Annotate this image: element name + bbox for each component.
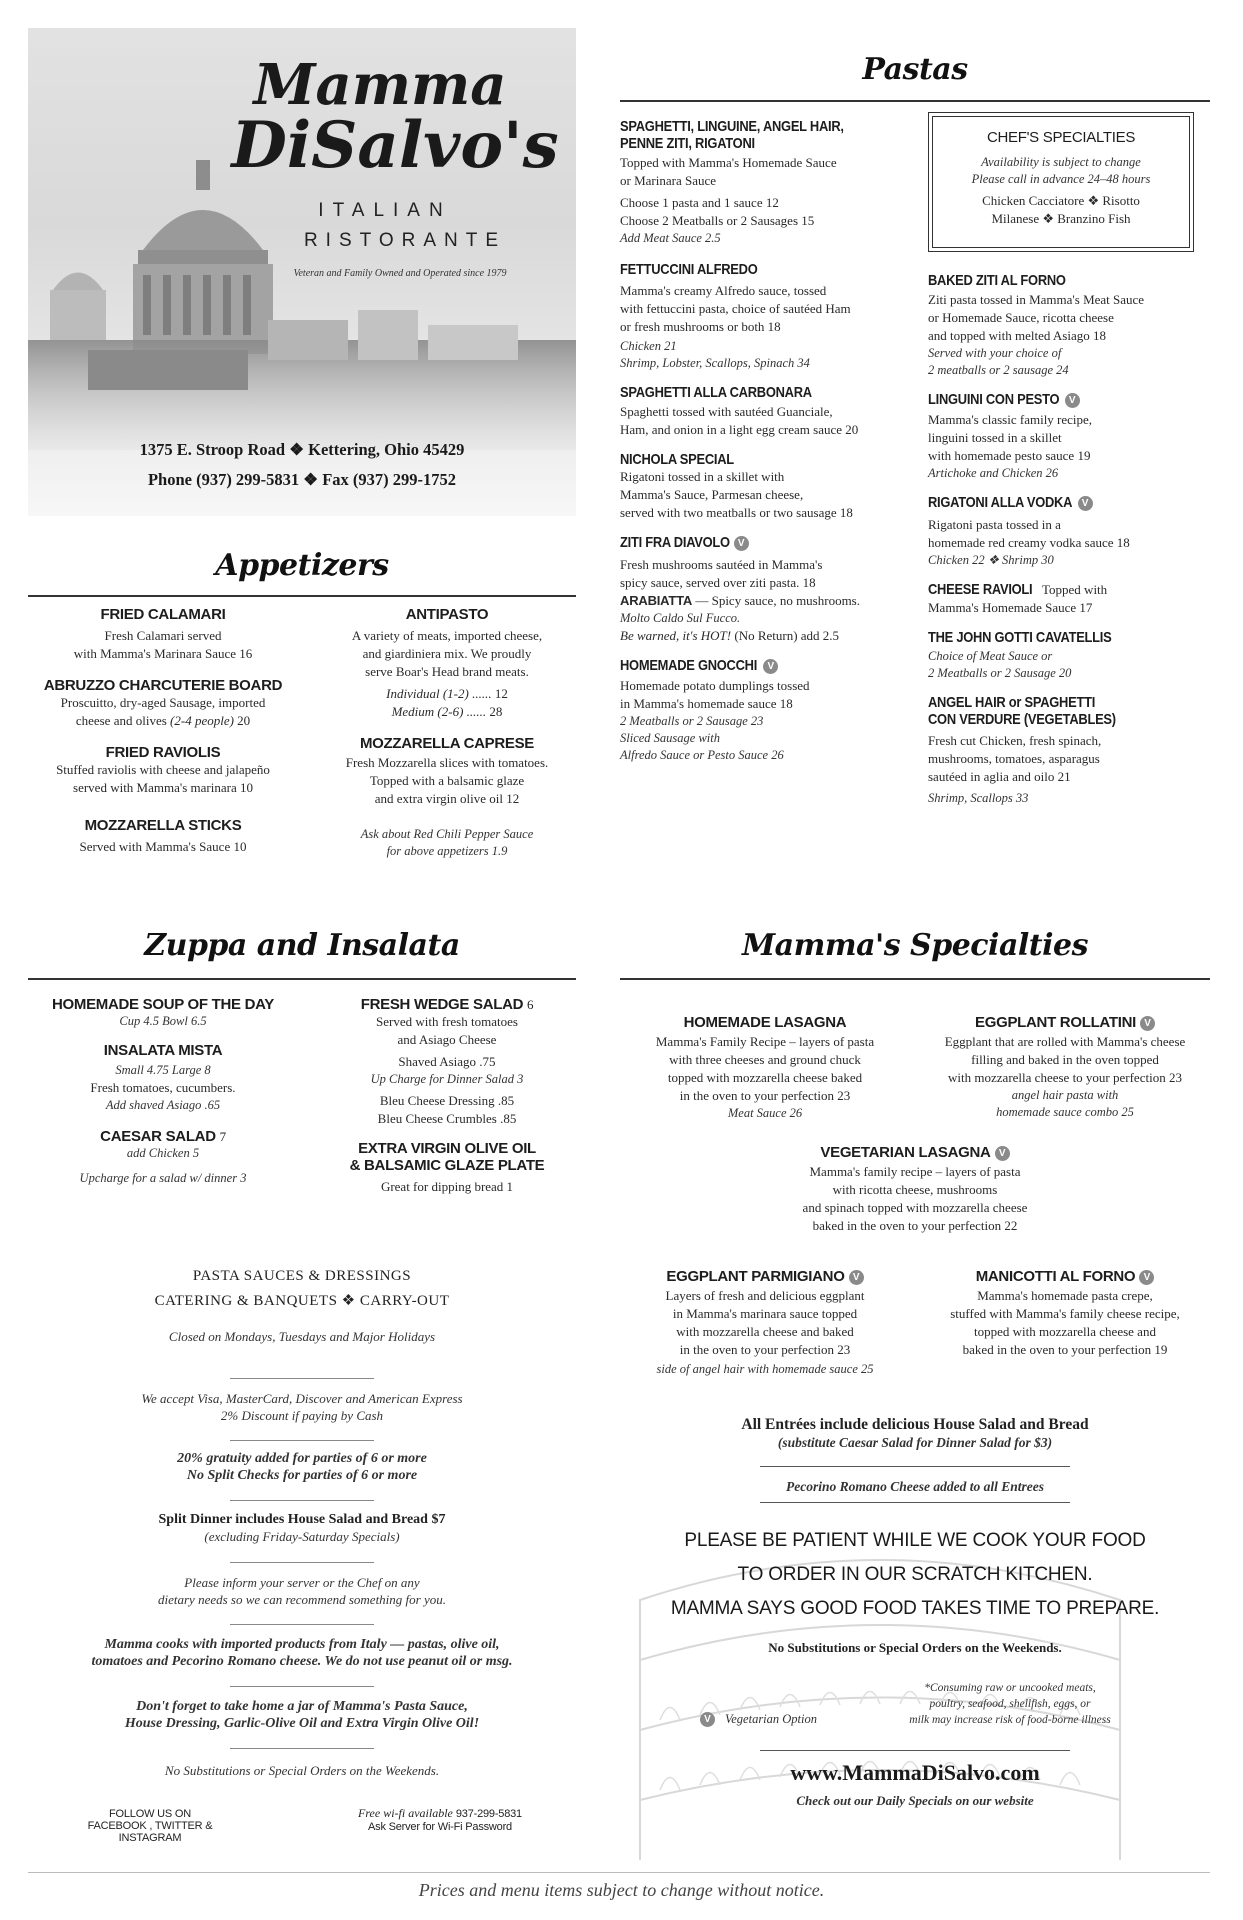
chili-note2: for above appetizers 1.9 bbox=[386, 844, 508, 858]
wedge-heading bbox=[318, 996, 576, 1013]
website-link[interactable]: www.MammaDiSalvo.com bbox=[790, 1760, 1040, 1785]
verdure-desc4: Shrimp, Scallops 33 bbox=[928, 791, 1029, 805]
mozz-sticks-name: MOZZARELLA STICKS bbox=[84, 817, 242, 834]
caprese-desc3: and extra virgin olive oil 12 bbox=[374, 791, 520, 806]
raw-line3: milk may increase risk of food-borne illness bbox=[909, 1714, 1111, 1726]
carbonara-desc1: Spaghetti tossed with sautéed Guanciale, bbox=[620, 404, 833, 419]
diavolo-warn-price: (No Return) add 2.5 bbox=[731, 628, 840, 643]
wifi-label: Free wi-fi available bbox=[358, 1806, 453, 1820]
entrees-note bbox=[620, 1416, 1210, 1451]
manicotti-desc4: baked in the oven to your perfection 19 bbox=[962, 1342, 1168, 1357]
follow-line2: FACEBOOK , TWITTER & INSTAGRAM bbox=[87, 1820, 213, 1844]
caesar-price: 7 bbox=[219, 1129, 226, 1144]
parmigiano-desc3: with mozzarella cheese and baked bbox=[676, 1324, 854, 1339]
abruzzo-name: ABRUZZO CHARCUTERIE BOARD bbox=[43, 677, 283, 694]
chefs-l3: Chicken Cacciatore ❖ Risotto bbox=[982, 193, 1140, 208]
info-block bbox=[28, 1268, 576, 1345]
app-right-col bbox=[318, 606, 576, 860]
specialties-nosubs: No Substitutions or Special Orders on the Weekends. bbox=[768, 1640, 1062, 1655]
evoo-name2: & BALSAMIC GLAZE PLATE bbox=[349, 1157, 545, 1174]
info-gratuity2: No Split Checks for parties of 6 or more bbox=[186, 1468, 418, 1483]
info-jar1: Don't forget to take home a jar of Mamma's Pasta Sauce, bbox=[136, 1699, 468, 1714]
ravioli-name: CHEESE RAVIOLI bbox=[928, 581, 1033, 598]
rollatini-desc1: Eggplant that are rolled with Mamma's cheese bbox=[944, 1034, 1186, 1049]
antipasto-opt1 bbox=[318, 685, 576, 703]
caprese-desc1: Fresh Mozzarella slices with tomatoes. bbox=[345, 755, 549, 770]
rome-skyline-image bbox=[28, 150, 576, 450]
gotti-desc2: 2 Meatballs or 2 Sausage 20 bbox=[928, 666, 1072, 680]
pastas-left-col bbox=[620, 118, 910, 764]
manicotti-name: MANICOTTI AL FORNO bbox=[975, 1268, 1136, 1285]
chili-note1: Ask about Red Chili Pepper Sauce bbox=[360, 827, 534, 841]
caesar-upcharge: Upcharge for a salad w/ dinner 3 bbox=[79, 1171, 247, 1185]
patient-line3: MAMMA SAYS GOOD FOOD TAKES TIME TO PREPARE. bbox=[670, 1598, 1160, 1619]
info-divider-4 bbox=[230, 1562, 374, 1563]
spaghetti-name2: PENNE ZITI, RIGATONI bbox=[620, 135, 755, 152]
gnocchi-desc4: Sliced Sausage with bbox=[620, 731, 720, 745]
manicotti-desc2: stuffed with Mamma's family cheese recipe, bbox=[950, 1306, 1180, 1321]
baked-ziti-desc1: Ziti pasta tossed in Mamma's Meat Sauce bbox=[928, 292, 1145, 307]
fried-raviolis-desc2: served with Mamma's marinara 10 bbox=[73, 780, 253, 795]
veg-lasagna-desc2: with ricotta cheese, mushrooms bbox=[832, 1182, 998, 1197]
wedge-desc2: and Asiago Cheese bbox=[397, 1032, 497, 1047]
manicotti-block bbox=[920, 1268, 1210, 1359]
entrees-line1: All Entrées include delicious House Salad and Bread bbox=[741, 1416, 1089, 1433]
raw-line2: poultry, seafood, shellfish, eggs, or bbox=[929, 1698, 1091, 1710]
chefs-l4: Milanese ❖ Branzino Fish bbox=[991, 211, 1131, 226]
veg-badge: V bbox=[763, 659, 778, 674]
diavolo-arab bbox=[620, 592, 910, 610]
wifi-line2: Ask Server for Wi-Fi Password bbox=[368, 1821, 512, 1833]
info-gratuity1: 20% gratuity added for parties of 6 or more bbox=[177, 1451, 427, 1466]
alfredo-desc3: or fresh mushrooms or both 18 bbox=[620, 319, 781, 334]
vodka-desc1: Rigatoni pasta tossed in a bbox=[928, 517, 1061, 532]
antipasto-opt1-label: Individual (1-2) ...... bbox=[386, 686, 492, 701]
verdure-desc2: mushrooms, tomatoes, asparagus bbox=[928, 751, 1100, 766]
antipasto-opt2 bbox=[318, 703, 576, 721]
website-sub: Check out our Daily Specials on our website bbox=[796, 1793, 1034, 1808]
mozz-sticks-desc: Served with Mamma's Sauce 10 bbox=[79, 839, 247, 854]
verdure-desc3: sautéed in aglia and oilo 21 bbox=[928, 769, 1071, 784]
gnocchi-name: HOMEMADE GNOCCHI bbox=[620, 657, 758, 674]
pastas-title: Pastas bbox=[862, 52, 968, 87]
wedge-desc4: Up Charge for Dinner Salad 3 bbox=[370, 1072, 524, 1086]
rollatini-desc4: angel hair pasta with bbox=[1011, 1088, 1119, 1102]
abruzzo-desc1: Proscuitto, dry-aged Sausage, imported bbox=[60, 695, 266, 710]
antipasto-opt2-label: Medium (2-6) ...... bbox=[391, 704, 487, 719]
pesto-desc2: linguini tossed in a skillet bbox=[928, 430, 1062, 445]
specialties-title: Mamma's Specialties bbox=[741, 928, 1089, 963]
diavolo-molto: Molto Caldo Sul Fucco. bbox=[620, 611, 741, 625]
veg-badge: V bbox=[995, 1146, 1010, 1161]
info-cards bbox=[28, 1390, 576, 1424]
manicotti-heading bbox=[920, 1268, 1210, 1285]
info-divider-3 bbox=[230, 1500, 374, 1501]
antipasto-opt2-price: 28 bbox=[489, 704, 503, 719]
lasagna-desc3: topped with mozzarella cheese baked bbox=[667, 1070, 863, 1085]
fried-raviolis-desc1: Stuffed raviolis with cheese and jalapeño bbox=[56, 762, 270, 777]
info-sauces: PASTA SAUCES & DRESSINGS bbox=[192, 1268, 412, 1284]
brand-ristorante: RISTORANTE bbox=[303, 230, 507, 251]
soup-name: HOMEMADE SOUP OF THE DAY bbox=[52, 996, 274, 1013]
diavolo-desc1: Fresh mushrooms sautéed in Mamma's bbox=[620, 557, 823, 572]
veg-badge: V bbox=[734, 536, 749, 551]
raw-warning bbox=[880, 1680, 1140, 1728]
wifi-phone: 937-299-5831 bbox=[455, 1808, 522, 1820]
baked-ziti-desc2: or Homemade Sauce, ricotta cheese bbox=[928, 310, 1114, 325]
zuppa-left-col bbox=[28, 996, 298, 1187]
chefs-l1: Availability is subject to change bbox=[981, 155, 1141, 169]
ravioli-heading bbox=[928, 581, 1210, 599]
specialties-divider-2 bbox=[760, 1502, 1070, 1503]
patient-line1: PLEASE BE PATIENT WHILE WE COOK YOUR FOOD bbox=[684, 1530, 1146, 1551]
veg-option-label: Vegetarian Option bbox=[725, 1712, 818, 1726]
caesar-add: add Chicken 5 bbox=[126, 1146, 200, 1160]
verdure-name1: ANGEL HAIR or SPAGHETTI bbox=[928, 694, 1096, 711]
veg-lasagna-heading bbox=[720, 1144, 1110, 1161]
verdure-name2: CON VERDURE (VEGETABLES) bbox=[928, 711, 1116, 728]
chefs-l2: Please call in advance 24–48 hours bbox=[971, 172, 1151, 186]
rollatini-desc2: filling and baked in the oven topped bbox=[971, 1052, 1159, 1067]
brand-name-line1: Mamma bbox=[253, 52, 507, 118]
info-divider-1 bbox=[230, 1378, 374, 1379]
antipasto-name: ANTIPASTO bbox=[405, 606, 489, 623]
evoo-desc: Great for dipping bread 1 bbox=[380, 1179, 514, 1194]
alfredo-desc4: Chicken 21 bbox=[620, 339, 677, 353]
parmigiano-heading bbox=[620, 1268, 910, 1285]
parmigiano-desc2: in Mamma's marinara sauce topped bbox=[672, 1306, 858, 1321]
alfredo-desc2: with fettuccini pasta, choice of sautéed Ham bbox=[620, 301, 851, 316]
antipasto-desc3: serve Boar's Head brand meats. bbox=[365, 664, 529, 679]
parmigiano-name: EGGPLANT PARMIGIANO bbox=[666, 1268, 845, 1285]
chefs-title: CHEF'S SPECIALTIES bbox=[986, 129, 1136, 146]
info-jar2: House Dressing, Garlic-Olive Oil and Extra Virgin Olive Oil! bbox=[124, 1716, 480, 1731]
abruzzo-desc2 bbox=[28, 712, 298, 730]
wedge-desc3: Shaved Asiago .75 bbox=[398, 1054, 496, 1069]
diavolo-desc2: spicy sauce, served over ziti pasta. 18 bbox=[620, 575, 816, 590]
antipasto-opt1-price: 12 bbox=[494, 686, 508, 701]
arabiatta-name: ARABIATTA bbox=[620, 593, 693, 608]
info-diet2: dietary needs so we can recommend something for you. bbox=[158, 1592, 446, 1607]
footer-rule bbox=[28, 1872, 1210, 1873]
phone-fax: Phone (937) 299-5831 ❖ Fax (937) 299-1752 bbox=[147, 470, 457, 489]
veg-badge: V bbox=[1078, 496, 1093, 511]
diavolo-warn-text: Be warned, it's HOT! bbox=[620, 628, 732, 643]
info-diet1: Please inform your server or the Chef on any bbox=[184, 1575, 420, 1590]
evoo-name1: EXTRA VIRGIN OLIVE OIL bbox=[358, 1140, 536, 1157]
gnocchi-desc5: Alfredo Sauce or Pesto Sauce 26 bbox=[620, 748, 784, 762]
spaghetti-desc1: Topped with Mamma's Homemade Sauce bbox=[620, 155, 837, 170]
veg-badge: V bbox=[849, 1270, 864, 1285]
baked-ziti-name: BAKED ZITI AL FORNO bbox=[928, 272, 1066, 289]
parmigiano-desc1: Layers of fresh and delicious eggplant bbox=[665, 1288, 865, 1303]
antipasto-desc1: A variety of meats, imported cheese, bbox=[351, 628, 543, 643]
wifi-block bbox=[325, 1806, 555, 1833]
wedge-desc5: Bleu Cheese Dressing .85 bbox=[379, 1093, 515, 1108]
pastas-rule bbox=[620, 100, 1210, 102]
vodka-heading bbox=[928, 494, 1210, 512]
specialties-rule bbox=[620, 978, 1210, 980]
spaghetti-name1: SPAGHETTI, LINGUINE, ANGEL HAIR, bbox=[620, 118, 844, 135]
info-catering: CATERING & BANQUETS ❖ CARRY-OUT bbox=[154, 1293, 450, 1309]
veg-lasagna-desc4: baked in the oven to your perfection 22 bbox=[812, 1218, 1018, 1233]
follow-line1: FOLLOW US ON bbox=[109, 1808, 191, 1820]
lasagna-desc1: Mamma's Family Recipe – layers of pasta bbox=[655, 1034, 875, 1049]
info-divider-2 bbox=[230, 1440, 374, 1441]
alfredo-desc5: Shrimp, Lobster, Scallops, Spinach 34 bbox=[620, 356, 810, 370]
fried-calamari-desc1: Fresh Calamari served bbox=[104, 628, 222, 643]
mista-name: INSALATA MISTA bbox=[103, 1042, 223, 1059]
veg-badge: V bbox=[1140, 1016, 1155, 1031]
footer-note: Prices and menu items subject to change without notice. bbox=[418, 1880, 825, 1900]
vodka-desc2: homemade red creamy vodka sauce 18 bbox=[928, 535, 1130, 550]
chefs-box-inner-border bbox=[932, 116, 1190, 248]
info-gratuity bbox=[28, 1450, 576, 1484]
gnocchi-desc2: in Mamma's homemade sauce 18 bbox=[620, 696, 793, 711]
gnocchi-desc3: 2 Meatballs or 2 Sausage 23 bbox=[620, 714, 764, 728]
baked-ziti-desc3: and topped with melted Asiago 18 bbox=[928, 328, 1107, 343]
info-closed: Closed on Mondays, Tuesdays and Major Holidays bbox=[168, 1329, 436, 1344]
diavolo-warn bbox=[620, 627, 910, 645]
brand-name-line2: DiSalvo's bbox=[231, 108, 559, 183]
nichola-desc3: served with two meatballs or two sausage 18 bbox=[620, 505, 853, 520]
nichola-name: NICHOLA SPECIAL bbox=[620, 451, 734, 468]
fried-calamari-desc2: with Mamma's Marinara Sauce 16 bbox=[73, 646, 253, 661]
website-divider bbox=[760, 1750, 1070, 1751]
caprese-name: MOZZARELLA CAPRESE bbox=[359, 735, 535, 752]
baked-ziti-desc4: Served with your choice of bbox=[928, 346, 1062, 360]
lasagna-desc2: with three cheeses and ground chuck bbox=[669, 1052, 861, 1067]
carbonara-name: SPAGHETTI ALLA CARBONARA bbox=[620, 384, 812, 401]
gotti-name: THE JOHN GOTTI CAVATELLIS bbox=[928, 629, 1112, 646]
spaghetti-desc4: Choose 2 Meatballs or 2 Sausages 15 bbox=[620, 213, 815, 228]
baked-ziti-desc5: 2 meatballs or 2 sausage 24 bbox=[928, 363, 1069, 377]
info-import bbox=[28, 1636, 576, 1670]
chefs-specialties-box bbox=[928, 112, 1194, 252]
pastas-right-col bbox=[928, 272, 1210, 807]
spaghetti-desc5: Add Meat Sauce 2.5 bbox=[620, 231, 721, 245]
info-cards2: 2% Discount if paying by Cash bbox=[220, 1408, 384, 1423]
carbonara-desc2: Ham, and onion in a light egg cream sauce 20 bbox=[620, 422, 859, 437]
info-jar bbox=[28, 1698, 576, 1732]
pesto-desc4: Artichoke and Chicken 26 bbox=[928, 466, 1059, 480]
brand-tagline: Veteran and Family Owned and Operated since 1979 bbox=[293, 268, 507, 279]
veg-badge: V bbox=[1065, 393, 1080, 408]
ravioli-desc1: Mamma's Homemade Sauce 17 bbox=[928, 600, 1093, 615]
veg-badge: V bbox=[1139, 1270, 1154, 1285]
caprese-desc2: Topped with a balsamic glaze bbox=[369, 773, 525, 788]
vodka-name: RIGATONI ALLA VODKA bbox=[928, 494, 1073, 511]
alfredo-desc1: Mamma's creamy Alfredo sauce, tossed bbox=[620, 283, 827, 298]
antipasto-desc2: and giardiniera mix. We proudly bbox=[362, 646, 532, 661]
caesar-heading bbox=[28, 1128, 298, 1145]
spaghetti-desc2: or Marinara Sauce bbox=[620, 173, 717, 188]
rollatini-heading bbox=[920, 1014, 1210, 1031]
lasagna-desc5: Meat Sauce 26 bbox=[727, 1106, 803, 1120]
gnocchi-heading bbox=[620, 657, 910, 675]
wedge-desc1: Served with fresh tomatoes bbox=[376, 1014, 518, 1029]
info-divider-7 bbox=[230, 1748, 374, 1749]
soup-options: Cup 4.5 Bowl 6.5 bbox=[119, 1014, 207, 1028]
abruzzo-desc2-text: cheese and olives bbox=[75, 713, 171, 728]
diavolo-heading bbox=[620, 534, 910, 552]
pesto-desc1: Mamma's classic family recipe, bbox=[928, 412, 1093, 427]
manicotti-desc1: Mamma's homemade pasta crepe, bbox=[977, 1288, 1153, 1303]
appetizers-rule bbox=[28, 595, 576, 597]
specialties-divider-1 bbox=[760, 1466, 1070, 1467]
zuppa-right-col bbox=[318, 996, 576, 1196]
info-divider-5 bbox=[230, 1624, 374, 1625]
pesto-desc3: with homemade pesto sauce 19 bbox=[928, 448, 1091, 463]
verdure-desc1: Fresh cut Chicken, fresh spinach, bbox=[928, 733, 1102, 748]
lasagna-name: HOMEMADE LASAGNA bbox=[683, 1014, 847, 1031]
patient-note bbox=[620, 1524, 1210, 1626]
wedge-desc6: Bleu Cheese Crumbles .85 bbox=[377, 1111, 517, 1126]
mista-add: Add shaved Asiago .65 bbox=[105, 1098, 221, 1112]
rollatini-name: EGGPLANT ROLLATINI bbox=[975, 1014, 1136, 1031]
spaghetti-desc3: Choose 1 pasta and 1 sauce 12 bbox=[620, 195, 779, 210]
pesto-heading bbox=[928, 391, 1210, 409]
alfredo-name: FETTUCCINI ALFREDO bbox=[620, 261, 758, 278]
app-left-col bbox=[28, 606, 298, 856]
parmigiano-desc4: in the oven to your perfection 23 bbox=[679, 1342, 851, 1357]
ravioli-topped: Topped with bbox=[1042, 582, 1108, 597]
pecorino-note: Pecorino Romano Cheese added to all Entrees bbox=[786, 1479, 1044, 1494]
lasagna-block bbox=[620, 1014, 910, 1122]
info-split1: Split Dinner includes House Salad and Bread $7 bbox=[158, 1512, 446, 1527]
veg-lasagna-desc3: and spinach topped with mozzarella cheese bbox=[802, 1200, 1028, 1215]
wedge-price: 6 bbox=[527, 997, 534, 1012]
wedge-name: FRESH WEDGE SALAD bbox=[360, 996, 524, 1013]
veg-lasagna-block bbox=[720, 1144, 1110, 1235]
abruzzo-price: 20 bbox=[233, 713, 251, 728]
fried-calamari-name: FRIED CALAMARI bbox=[100, 606, 226, 623]
parmigiano-block bbox=[620, 1268, 910, 1378]
info-divider-6 bbox=[230, 1686, 374, 1687]
entrees-line2: (substitute Caesar Salad for Dinner Salad for $3) bbox=[777, 1435, 1053, 1450]
rollatini-desc3: with mozzarella cheese to your perfection 23 bbox=[948, 1070, 1182, 1085]
info-import1: Mamma cooks with imported products from Italy — pastas, olive oil, bbox=[104, 1637, 500, 1652]
info-cards1: We accept Visa, MasterCard, Discover and American Express bbox=[141, 1391, 463, 1406]
gotti-desc1: Choice of Meat Sauce or bbox=[928, 649, 1053, 663]
social-block bbox=[60, 1808, 240, 1844]
veg-lasagna-desc1: Mamma's family recipe – layers of pasta bbox=[809, 1164, 1021, 1179]
mista-desc: Fresh tomatoes, cucumbers. bbox=[90, 1080, 236, 1095]
manicotti-desc3: topped with mozzarella cheese and bbox=[974, 1324, 1156, 1339]
arabiatta-desc: — Spicy sauce, no mushrooms. bbox=[692, 593, 860, 608]
raw-line1: *Consuming raw or uncooked meats, bbox=[924, 1682, 1096, 1694]
info-diet bbox=[28, 1574, 576, 1608]
veg-option-legend bbox=[700, 1710, 900, 1728]
zuppa-rule bbox=[28, 978, 576, 980]
rollatini-desc5: homemade sauce combo 25 bbox=[996, 1105, 1134, 1119]
lasagna-desc4: in the oven to your perfection 23 bbox=[679, 1088, 851, 1103]
diavolo-name: ZITI FRA DIAVOLO bbox=[620, 534, 730, 551]
mista-options: Small 4.75 Large 8 bbox=[115, 1063, 211, 1077]
veg-lasagna-name: VEGETARIAN LASAGNA bbox=[820, 1144, 991, 1161]
address: 1375 E. Stroop Road ❖ Kettering, Ohio 45429 bbox=[139, 440, 465, 459]
info-nosubs: No Substitutions or Special Orders on the Weekends. bbox=[164, 1763, 440, 1778]
vodka-desc3: Chicken 22 ❖ Shrimp 30 bbox=[928, 553, 1054, 567]
fried-raviolis-name: FRIED RAVIOLIS bbox=[105, 744, 221, 761]
brand-italian: ITALIAN bbox=[318, 200, 452, 221]
abruzzo-serves: (2-4 people) bbox=[170, 713, 234, 728]
nichola-desc2: Mamma's Sauce, Parmesan cheese, bbox=[620, 487, 804, 502]
parmigiano-desc5: side of angel hair with homemade sauce 25 bbox=[656, 1362, 874, 1376]
info-split bbox=[28, 1512, 576, 1545]
patient-line2: TO ORDER IN OUR SCRATCH KITCHEN. bbox=[737, 1564, 1093, 1585]
pesto-name: LINGUINI CON PESTO bbox=[928, 391, 1060, 408]
info-import2: tomatoes and Pecorino Romano cheese. We do not use peanut oil or msg. bbox=[91, 1654, 513, 1669]
veg-option-icon: V bbox=[700, 1712, 715, 1727]
zuppa-title: Zuppa and Insalata bbox=[144, 928, 460, 963]
gnocchi-desc1: Homemade potato dumplings tossed bbox=[620, 678, 810, 693]
nichola-desc1: Rigatoni tossed in a skillet with bbox=[620, 469, 785, 484]
caesar-name: CAESAR SALAD bbox=[100, 1128, 216, 1145]
appetizers-title: Appetizers bbox=[215, 548, 389, 583]
wifi-line1 bbox=[325, 1806, 555, 1821]
rollatini-block bbox=[920, 1014, 1210, 1121]
info-split2: (excluding Friday-Saturday Specials) bbox=[204, 1529, 400, 1544]
